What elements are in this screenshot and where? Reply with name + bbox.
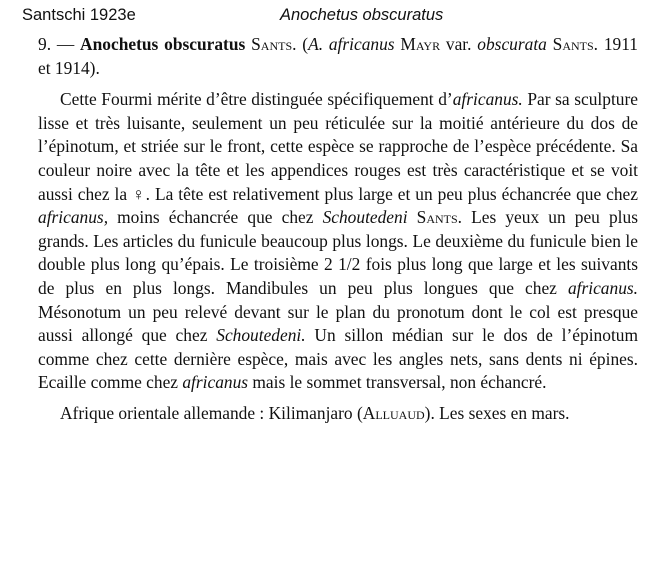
entry-number: 9. — — [38, 34, 81, 54]
synonym-author: Mayr — [400, 34, 441, 54]
description-s5: Mésonotum un peu relevé devant sur le plan du pronotum dont le col est presque aussi allongé que chez — [38, 301, 638, 346]
variety-author: Sants. — [552, 34, 599, 54]
description-paragraph — [38, 88, 638, 395]
synonym-var: var. — [440, 34, 478, 54]
description-s6: Un sillon médian sur le dos de l’épinotum comme chez cette dernière espèce, mais avec les angles nets, sans dents ni épines. Ecaille comme chez — [38, 325, 638, 393]
distribution-paragraph — [38, 402, 638, 426]
species-author: Sants. — [251, 34, 297, 54]
citation-label: Santschi 1923e — [22, 6, 136, 24]
variety-name: obscurata — [477, 34, 547, 54]
description-s7: mais le sommet transversal, non échancré. — [248, 372, 547, 393]
description-s2: Par sa sculpture lisse et très luisante, seulement un peu réticulée sur la moitié antérieure du dos de l’épinotum, et striée sur le front, cette espèce se rapproche de l’espèce précédente. Sa couleur noire avec la tête et les appendices rouges est très caractéristique et se voit aussi chez la ♀. La tête est relativement plus large et un peu plus échancrée que chez — [38, 89, 638, 204]
synonym-open: ( — [296, 34, 309, 54]
page-header — [0, 6, 671, 30]
description-s1-italic: africanus. — [452, 89, 523, 110]
synonym-name: A. africanus — [308, 34, 395, 54]
description-s1: Cette Fourmi mérite d’être distinguée spécifiquement d’ — [60, 89, 453, 110]
description-s5-italic: Schoutedeni. — [216, 325, 306, 346]
distribution-text: Afrique orientale allemande : Kilimanjaro ( — [60, 402, 363, 423]
collector-name: Alluaud — [362, 402, 425, 423]
species-name: Anochetus obscuratus — [80, 34, 246, 54]
description-s3-author: Sants. — [416, 207, 463, 228]
species-header: Anochetus obscuratus — [280, 6, 444, 24]
description-s4-italic: africanus. — [567, 277, 638, 298]
citation-years: 1911 et 1914). — [38, 34, 638, 78]
text-body — [38, 33, 638, 426]
distribution-tail: ). Les sexes en mars. — [424, 402, 570, 423]
description-s2-italic: africanus, — [38, 207, 109, 228]
description-s3: moins échancrée que chez — [108, 207, 323, 228]
species-entry-heading — [38, 33, 638, 80]
description-s6-italic: africanus — [182, 372, 249, 393]
description-s4: Les yeux un peu plus grands. Les articles du funicule beaucoup plus longs. Le deuxième du funicule bien le double plus long qu’épais. Le troisième 2 1/2 fois plus long que large et les suivants de plus en plus longs. Mandibules un peu plus longues que chez — [38, 207, 638, 298]
description-s3-italic: Schoutedeni — [322, 207, 408, 228]
